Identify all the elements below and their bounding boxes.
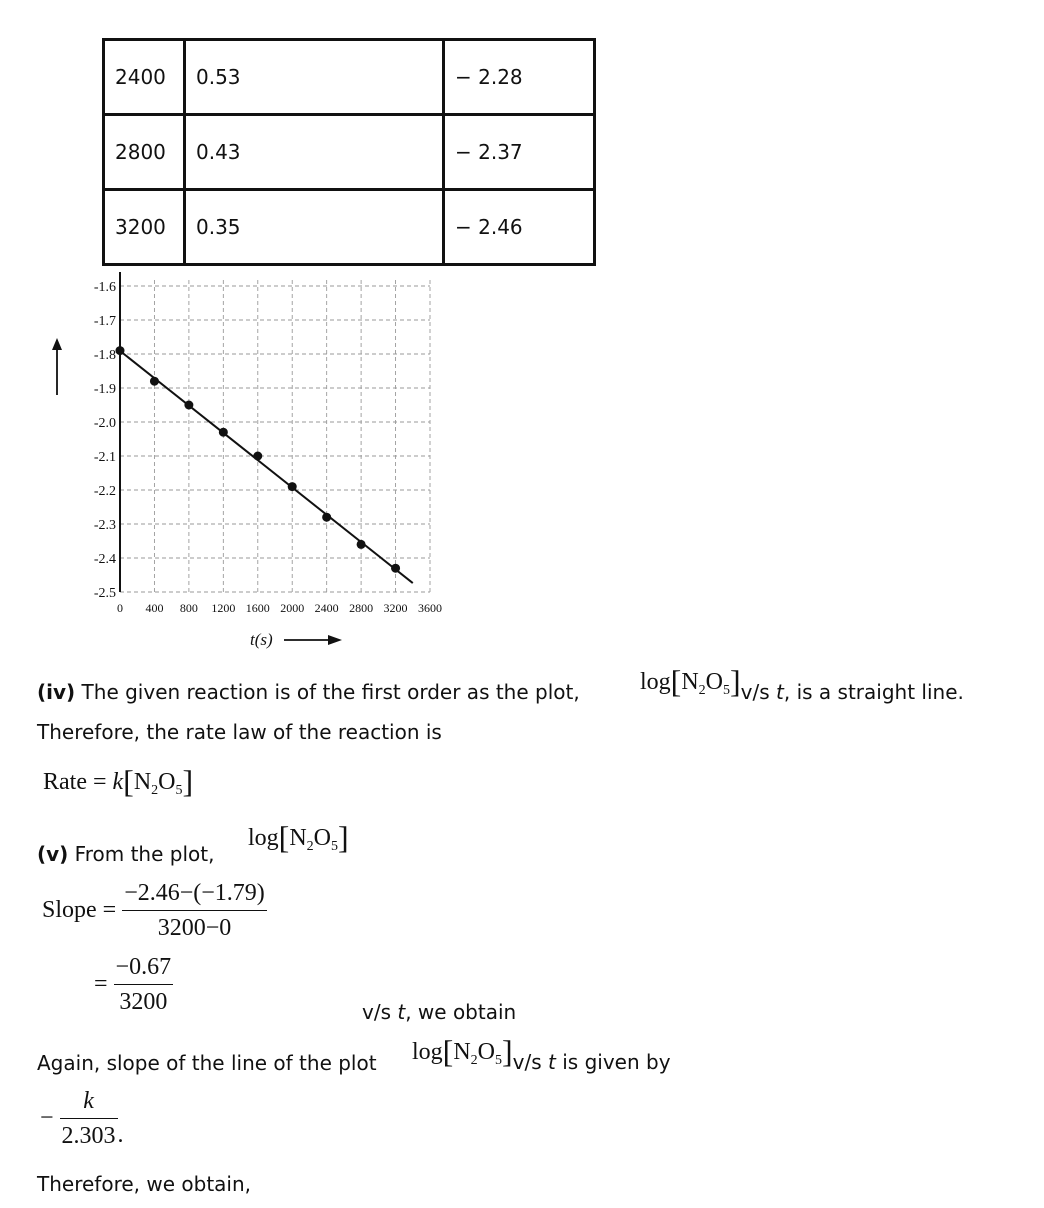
data-table [102,38,596,266]
time-cell: 2400 [104,40,185,115]
data-point [322,513,331,522]
x-tick-labels [117,601,442,615]
x-tick-label: 400 [145,601,164,615]
x-tick-label: 2400 [314,601,339,615]
log-concentration-plot [0,270,460,660]
x-tick-label: 800 [179,601,198,615]
y-tick-label: -1.9 [93,382,116,397]
y-tick-label: -2.4 [93,552,116,567]
log-n2o5-expression-3: $\log[N_2O_5]_{v/s t is given by}$ [412,1033,671,1074]
chart-grid [120,280,430,592]
y-axis-label-group [51,338,71,660]
k-fraction: $\frac{k}{2.303}$ [60,1084,118,1153]
table-row [104,115,595,190]
rate-law-equation: Rate = $k[N_2O_5]$ [43,763,194,799]
therefore-text: Therefore, we obtain, [37,1172,252,1196]
y-tick-labels [94,280,116,601]
y-tick-label: -1.7 [93,314,116,329]
x-tick-label: 0 [117,601,123,615]
data-point [150,377,159,386]
paragraph-iv-line1 [37,680,580,704]
x-tick-label: 1600 [245,601,270,615]
x-axis-label-group [250,630,342,649]
slope-value: = $\frac{-0.67}{3200}$ [94,950,173,1019]
log-text: log [640,669,671,695]
x-tick-label: 1200 [211,601,236,615]
data-point [391,564,400,573]
slope-fraction: $\frac{-2.46-(-1.79)}{3200-0}$ [122,876,267,945]
x-tick-label: 2000 [280,601,305,615]
y-tick-label: -1.6 [93,280,116,295]
concentration-cell: 0.43 [185,115,444,190]
slope-value-fraction: $\frac{-0.67}{3200}$ [114,950,174,1019]
data-point [253,452,262,461]
log-n2o5-expression-2: $\log[N_2O_5]$ [248,819,349,855]
item-label-v: (v) [37,842,69,866]
log-cell: − 2.37 [444,115,595,190]
x-tick-label: 3600 [418,601,442,615]
concentration-cell: 0.53 [185,40,444,115]
y-tick-label: -2.3 [93,518,116,533]
y-tick-label: -2.2 [93,484,116,499]
item-label-iv: (iv) [37,680,76,704]
concentration-cell: 0.35 [185,190,444,265]
log-n2o5-expression-1: $\log[N_2O_5]_{v/s t, is a straight line.}$ [640,663,964,704]
paragraph-v-line1: (v) From the plot, [37,842,215,866]
log-cell: − 2.46 [444,190,595,265]
log-cell: − 2.28 [444,40,595,115]
arrow-up-icon [52,338,62,350]
time-cell: 2800 [104,115,185,190]
y-tick-label: -1.8 [93,348,116,363]
y-tick-label: -2.5 [93,586,116,601]
time-cell: 3200 [104,190,185,265]
data-point [116,346,125,355]
x-tick-label: 3200 [383,601,408,615]
iv-text-1: The given reaction is of the first order as the plot, [75,680,580,704]
data-point [184,401,193,410]
x-tick-label: 2800 [349,601,374,615]
table-row [104,190,595,265]
data-point [219,428,228,437]
data-point [288,482,297,491]
paragraph-iv-line2: Therefore, the rate law of the reaction is [37,720,442,744]
data-point [357,540,366,549]
slope-equation: Slope = $\frac{-2.46-(-1.79)}{3200-0}$ [42,876,267,945]
vs-t-obtain-text: v/s t, we obtain [362,1000,517,1024]
x-axis-label: t(s) [250,630,273,649]
y-tick-label: -2.1 [93,450,116,465]
y-tick-label: -2.0 [93,416,116,431]
fit-line [120,351,413,583]
table-row [104,40,595,115]
minus-k-over-2303: − $\frac{k}{2.303}$ . [40,1084,124,1153]
arrow-right-icon [328,635,342,645]
again-slope-text: Again, slope of the line of the plot [37,1051,377,1075]
